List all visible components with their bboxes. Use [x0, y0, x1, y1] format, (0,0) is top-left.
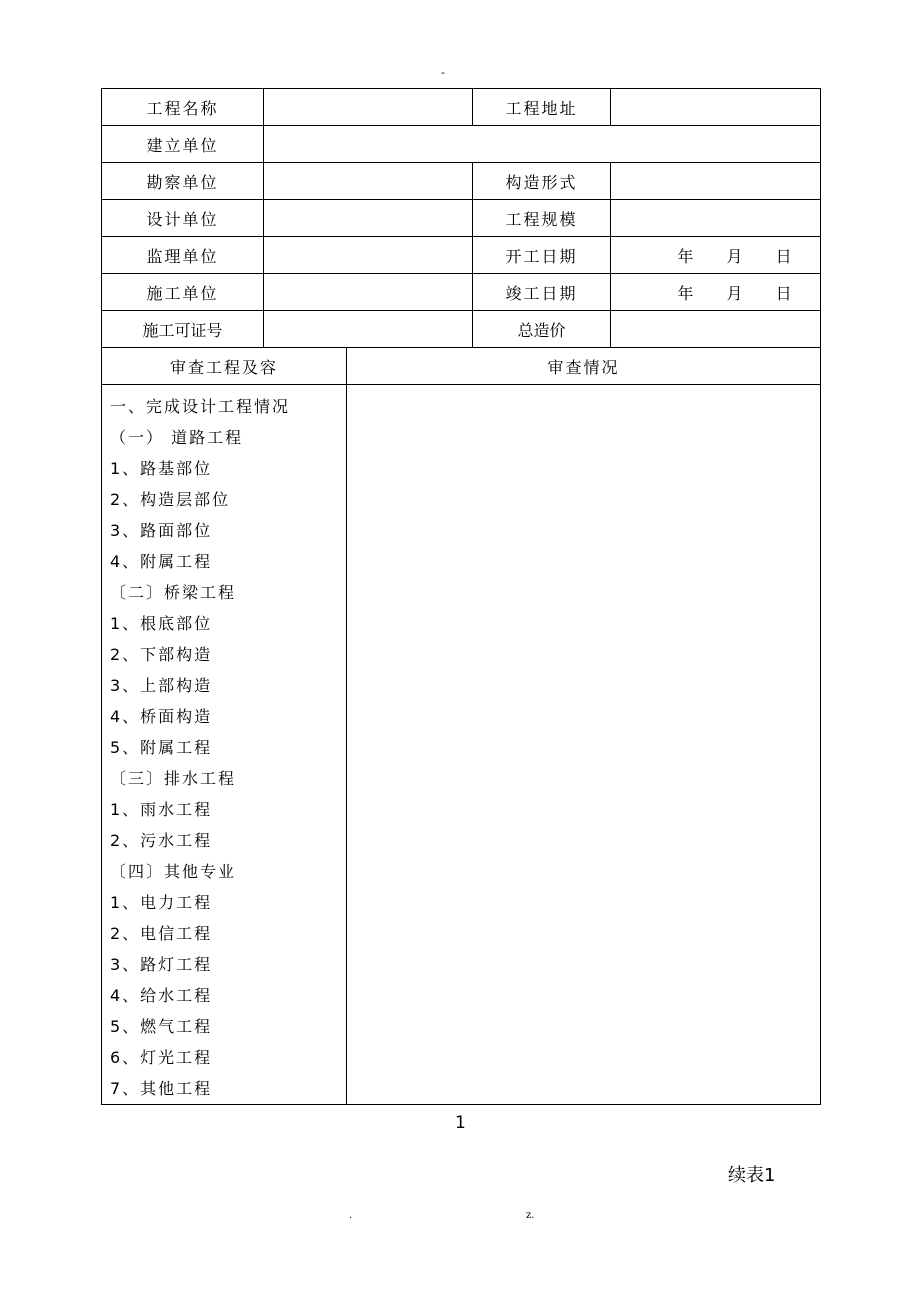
row-permit-number	[102, 311, 821, 348]
project-name-label: 工程名称	[102, 89, 264, 126]
review-status-header: 审查情况	[347, 348, 821, 385]
start-date-value[interactable]	[611, 237, 821, 274]
design-unit-label: 设计单位	[102, 200, 264, 237]
header-mark: -	[441, 66, 445, 79]
list-item: 1、雨水工程	[110, 800, 213, 819]
completion-date-month: 月	[726, 283, 745, 303]
list-item: 6、灯光工程	[110, 1048, 213, 1067]
list-item: 2、污水工程	[110, 831, 213, 850]
survey-unit-label: 勘察单位	[102, 163, 264, 200]
design-unit-value[interactable]	[264, 200, 473, 237]
list-item: 4、附属工程	[110, 552, 213, 571]
review-items-list	[102, 385, 347, 1105]
list-item: 3、路灯工程	[110, 955, 213, 974]
contractor-unit-value[interactable]	[264, 274, 473, 311]
list-item: 1、路基部位	[110, 459, 213, 478]
completion-date-value[interactable]	[611, 274, 821, 311]
continued-table-label: 续表1	[728, 1165, 776, 1186]
project-address-label: 工程地址	[473, 89, 611, 126]
start-date-label: 开工日期	[473, 237, 611, 274]
row-project-name	[102, 89, 821, 126]
list-item: 3、路面部位	[110, 521, 213, 540]
construction-unit-value[interactable]	[264, 126, 821, 163]
review-items-header: 审查工程及容	[102, 348, 347, 385]
start-date-year: 年	[677, 246, 696, 266]
supervision-unit-label: 监理单位	[102, 237, 264, 274]
list-item: 一、完成设计工程情况	[110, 397, 291, 416]
list-item: 2、下部构造	[110, 645, 213, 664]
list-item: 3、上部构造	[110, 676, 213, 695]
permit-number-label: 施工可证号	[102, 311, 264, 348]
list-item: 1、电力工程	[110, 893, 213, 912]
footer-left-mark: .	[349, 1210, 353, 1221]
project-address-value[interactable]	[611, 89, 821, 126]
completion-date-label: 竣工日期	[473, 274, 611, 311]
list-item: 4、桥面构造	[110, 707, 213, 726]
list-item: 4、给水工程	[110, 986, 213, 1005]
structure-type-label: 构造形式	[473, 163, 611, 200]
list-item: 2、电信工程	[110, 924, 213, 943]
list-item: 1、根底部位	[110, 614, 213, 633]
review-body-row	[102, 385, 821, 1105]
list-item: 5、燃气工程	[110, 1017, 213, 1036]
total-cost-value[interactable]	[611, 311, 821, 348]
list-item: （一） 道路工程	[110, 428, 244, 447]
list-item: 2、构造层部位	[110, 490, 231, 509]
survey-unit-value[interactable]	[264, 163, 473, 200]
contractor-unit-label: 施工单位	[102, 274, 264, 311]
completion-date-day: 日	[775, 283, 794, 303]
project-scale-label: 工程规模	[473, 200, 611, 237]
construction-unit-label: 建立单位	[102, 126, 264, 163]
project-name-value[interactable]	[264, 89, 473, 126]
project-review-form	[101, 88, 821, 1105]
review-header-row	[102, 348, 821, 385]
page-number: 1	[455, 1113, 466, 1133]
footer-right-mark: z.	[526, 1210, 535, 1221]
list-item: 5、附属工程	[110, 738, 213, 757]
project-scale-value[interactable]	[611, 200, 821, 237]
supervision-unit-value[interactable]	[264, 237, 473, 274]
row-construction-unit	[102, 126, 821, 163]
start-date-day: 日	[775, 246, 794, 266]
list-item: 7、其他工程	[110, 1079, 213, 1098]
row-supervision-unit	[102, 237, 821, 274]
total-cost-label: 总造价	[473, 311, 611, 348]
list-item: 〔四〕其他专业	[110, 862, 237, 881]
row-contractor-unit	[102, 274, 821, 311]
review-status-area[interactable]	[347, 385, 821, 1105]
list-item: 〔三〕排水工程	[110, 769, 237, 788]
structure-type-value[interactable]	[611, 163, 821, 200]
row-survey-unit	[102, 163, 821, 200]
permit-number-value[interactable]	[264, 311, 473, 348]
completion-date-year: 年	[677, 283, 696, 303]
row-design-unit	[102, 200, 821, 237]
list-item: 〔二〕桥梁工程	[110, 583, 237, 602]
start-date-month: 月	[726, 246, 745, 266]
